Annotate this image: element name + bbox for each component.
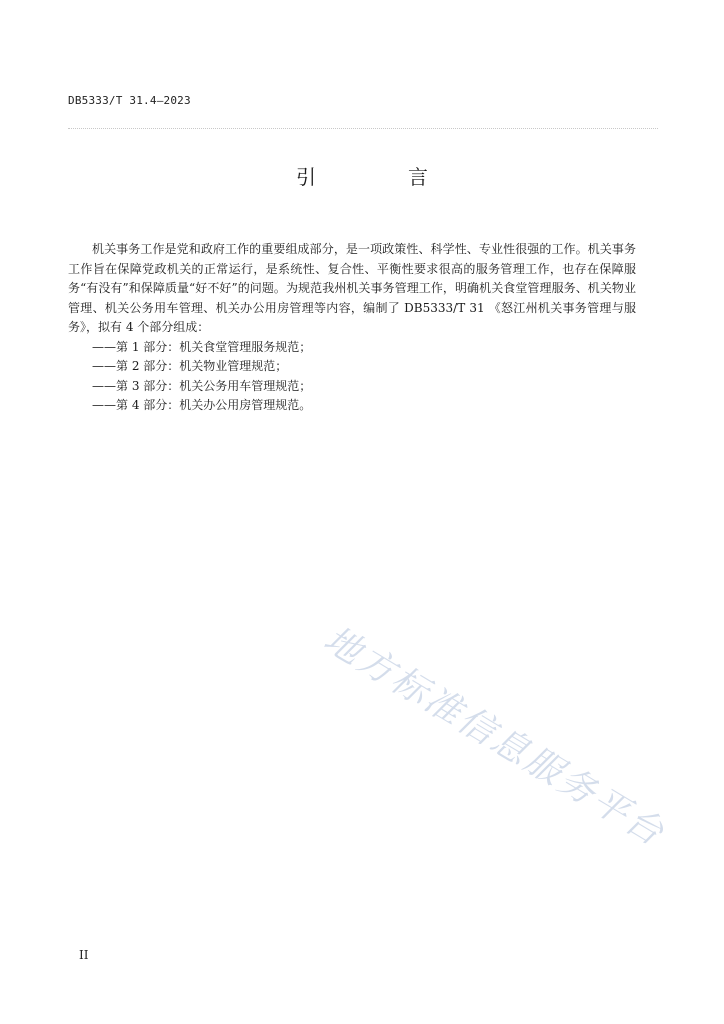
list-item-part-4: ——第 4 部分：机关办公用房管理规范。 [92, 398, 312, 412]
intro-paragraph: 机关事务工作是党和政府工作的重要组成部分，是一项政策性、科学性、专业性很强的工作。机关事务工作旨在保障党政机关的正常运行，是系统性、复合性、平衡性要求很高的服务管理工作，也存在保障服务“有没有”和保障质量“好不好”的问题。为规范我州机关事务管理工作，明确机关食堂管理服务、机关物业管理、机关公务用车管理、机关办公用房管理等内容，编制了 DB5333/T 31 《怒江州机关事务管理与服务》，拟有 4 个部分组成： [68, 242, 636, 334]
introduction-body [68, 240, 636, 416]
list-item-part-1: ——第 1 部分：机关食堂管理服务规范； [92, 339, 312, 354]
list-item-part-3: ——第 3 部分：机关公务用车管理规范； [92, 378, 312, 393]
page-title: 引 言 [296, 165, 464, 189]
header-divider [68, 128, 658, 129]
list-item-part-2: ——第 2 部分：机关物业管理规范； [92, 359, 288, 373]
page-number: II [79, 948, 89, 962]
standard-code: DB5333/T 31.4—2023 [68, 94, 191, 107]
watermark: 地方标准信息服务平台 [316, 618, 673, 855]
parts-list [68, 338, 636, 416]
